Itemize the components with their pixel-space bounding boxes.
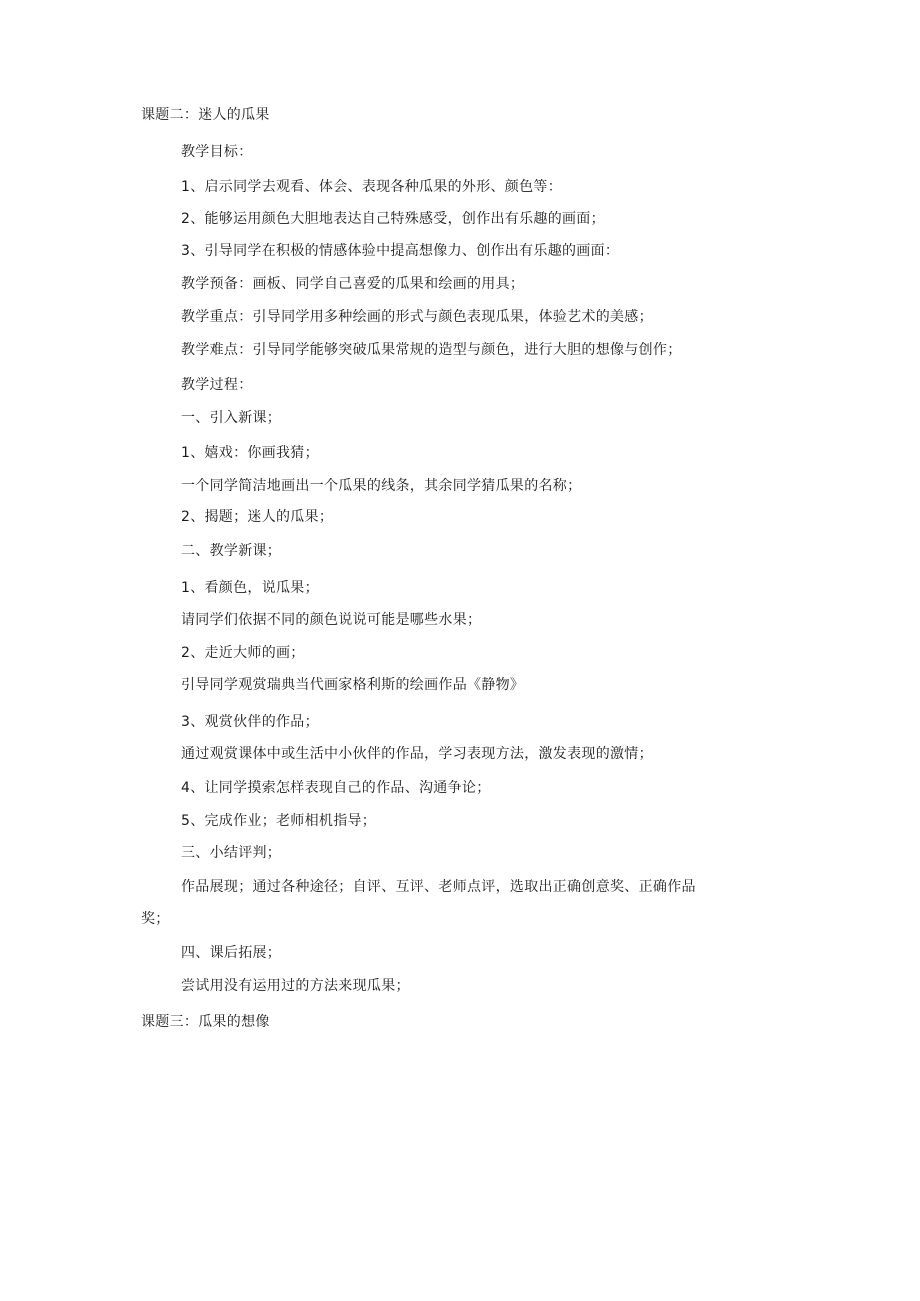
item-2-3: 3、观赏伙伴的作品； [181, 714, 319, 730]
item-2-1-description: 请同学们依据不同的颜色说说可能是哪些水果； [181, 612, 482, 628]
objective-3: 3、引导同学在积极的情感体验中提高想像力、创作出有乐趣的画面： [181, 243, 620, 259]
preparation-text: 教学预备：画板、同学自己喜爱的瓜果和绘画的用具； [181, 276, 525, 292]
item-2-2: 2、走近大师的画； [181, 645, 305, 661]
objective-2: 2、能够运用颜色大胆地表达自己特殊感受，创作出有乐趣的画面； [181, 211, 605, 227]
item-1-1-description: 一个同学简洁地画出一个瓜果的线条，其余同学猜瓜果的名称； [181, 478, 582, 494]
key-point-text: 教学重点：引导同学用多种绘画的形式与颜色表现瓜果，体验艺术的美感； [181, 309, 653, 325]
process-label: 教学过程： [181, 377, 253, 393]
item-3-description-line-2: 奖； [141, 911, 170, 927]
objective-1: 1、启示同学去观看、体会、表现各种瓜果的外形、颜色等： [181, 179, 563, 195]
item-2-2-description: 引导同学观赏瑞典当代画家格利斯的绘画作品《静物》 [181, 677, 525, 693]
topic-two-heading: 课题二：迷人的瓜果 [141, 107, 270, 123]
objectives-label: 教学目标： [181, 144, 253, 160]
topic-three-heading: 课题三：瓜果的想像 [141, 1014, 270, 1030]
section-two-heading: 二、教学新课； [181, 543, 282, 559]
item-1-1: 1、嬉戏：你画我猜； [181, 445, 319, 461]
item-2-4: 4、让同学摸索怎样表现自己的作品、沟通争论； [181, 780, 491, 796]
section-one-heading: 一、引入新课； [181, 410, 282, 426]
item-1-2: 2、揭题；迷人的瓜果； [181, 509, 334, 525]
section-three-heading: 三、小结评判； [181, 845, 282, 861]
item-3-description-line-1: 作品展现；通过各种途径；自评、互评、老师点评，选取出正确创意奖、正确作品 [181, 879, 696, 895]
item-2-5: 5、完成作业；老师相机指导； [181, 813, 377, 829]
item-4-description: 尝试用没有运用过的方法来现瓜果； [181, 978, 410, 994]
item-2-1: 1、看颜色，说瓜果； [181, 580, 319, 596]
section-four-heading: 四、课后拓展； [181, 945, 282, 961]
difficulty-text: 教学难点：引导同学能够突破瓜果常规的造型与颜色，进行大胆的想像与创作； [181, 342, 682, 358]
item-2-3-description: 通过观赏课体中或生活中小伙伴的作品，学习表现方法，激发表现的激情； [181, 746, 653, 762]
